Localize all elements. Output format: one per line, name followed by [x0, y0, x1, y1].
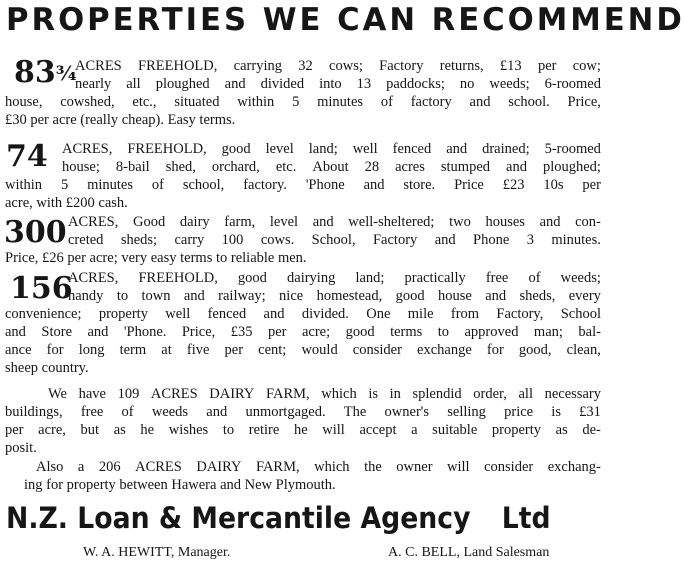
paragraph-line: ing for property between Hawera and New Plymouth.	[24, 477, 336, 493]
listing-line: Price, £26 per acre; very easy terms to reliable men.	[5, 250, 307, 266]
listing-line: within 5 minutes of school, factory. 'Phone and store. Price £23 10s per	[5, 177, 601, 193]
listing-number: 300	[4, 215, 67, 250]
listing-number: $83^{\frac{3}{4}}$	[14, 55, 77, 90]
paragraph-line: per acre, but as he wishes to retire he will accept a suitable property as de-	[5, 422, 601, 438]
headline-text: PROPERTIES WE CAN RECOMMEND	[6, 2, 685, 38]
paragraph-line: We have 109 ACRES DAIRY FARM, which is in splendid order, all necessary	[48, 386, 601, 402]
listing-line: ACRES, Good dairy farm, level and well-sheltered; two houses and con-	[68, 214, 601, 230]
listing-line: handy to town and railway; nice homestead, good house and sheds, every	[68, 288, 601, 304]
listing-line: ACRES, FREEHOLD, good level land; well fenced and drained; 5-roomed	[62, 141, 601, 157]
headline	[6, 2, 685, 42]
listing-line: ance for long term at five per cent; would consider exchange for good, clean,	[5, 342, 601, 358]
listing-line: convenience; property well fenced and divided. One mile from Factory, School	[5, 306, 601, 322]
paragraph-line: posit.	[5, 440, 37, 456]
listing-line: and Store and 'Phone. Price, £35 per acre; good terms to approved man; bal-	[5, 324, 601, 340]
listing-line: nearly all ploughed and divided into 13 paddocks; no weeds; 6-roomed	[75, 76, 601, 92]
paragraph-line: buildings, free of weeds and unmortgaged. The owner's selling price is £31	[5, 404, 601, 420]
listing-number: 156	[10, 271, 73, 306]
listing-line: acre, with £200 cash.	[5, 195, 128, 211]
listing-line: £30 per acre (really cheap). Easy terms.	[5, 112, 236, 128]
listing-number: 74	[6, 139, 48, 174]
agency-name: N.Z. Loan & Mercantile Agency	[6, 501, 471, 535]
paragraph-line: Also a 206 ACRES DAIRY FARM, which the owner will consider exchang-	[36, 459, 601, 475]
listing-line: creted sheds; carry 100 cows. School, Factory and Phone 3 minutes.	[68, 232, 601, 248]
listing-line: ACRES, FREEHOLD, good dairying land; practically free of weeds;	[68, 270, 601, 286]
listing-line: ACRES FREEHOLD, carrying 32 cows; Factory returns, £13 per cow;	[75, 58, 601, 74]
listing-line: house; 8-bail shed, orchard, etc. About 28 acres stumped and ploughed;	[62, 159, 601, 175]
manager-credit: W. A. HEWITT, Manager.	[83, 545, 231, 560]
agency-banner	[6, 501, 551, 541]
salesman-credit: A. C. BELL, Land Salesman	[388, 545, 550, 560]
listing-line: house, cowshed, etc., situated within 5 minutes of factory and school. Price,	[5, 94, 601, 110]
listing-line: sheep country.	[5, 360, 89, 376]
agency-suffix: Ltd	[501, 501, 551, 535]
